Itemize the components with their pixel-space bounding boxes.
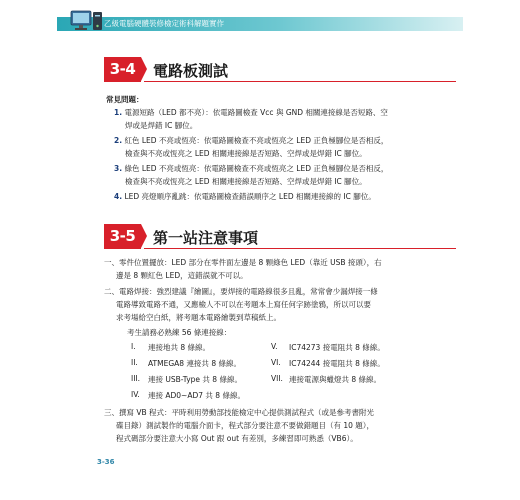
wire-item-text: 連接電源與蠟燈共 8 條線。 xyxy=(289,375,382,384)
wire-item-text: 連接 AD0~AD7 共 8 條線。 xyxy=(148,391,245,400)
list-item-cont: 檢查與不亮或恆亮之 LED 相關連接線是否短路、空焊或是焊錯 IC 腳位。 xyxy=(125,177,367,186)
list-item-cont: 檢查與不亮或恆亮之 LED 相關連接線是否短路、空焊或是焊錯 IC 腳位。 xyxy=(125,149,367,158)
list-item: 1. 電源短路（LED 都不亮）：依電路圖檢查 Vcc 與 GND 相關連接線是否短路、空 xyxy=(114,108,388,117)
section-rule xyxy=(144,81,456,82)
section-title: 電路板測試 xyxy=(153,62,229,80)
note-item: 一、零件位置擺放：LED 部分在零件面左邊是 8 顆綠色 LED（靠近 USB 接頭），右 xyxy=(104,258,382,267)
note-item-cont: 邊是 8 顆紅色 LED，這錯誤就不可以。 xyxy=(116,271,248,280)
wire-item-text: IC74273 接電阻共 8 條線。 xyxy=(289,343,385,352)
wire-item: IV. xyxy=(131,390,140,399)
computer-icon xyxy=(70,9,104,33)
wire-item-text: 連接 USB-Type 共 8 條線。 xyxy=(148,375,242,384)
note-item: 三、撰寫 VB 程式：平時利用勞動部技能檢定中心提供測試程式（或是參考書附光 xyxy=(104,408,375,417)
note-item-cont: 求考場給空白紙，將考題本電路繪製到草稿紙上。 xyxy=(116,313,281,322)
section-rule xyxy=(144,248,456,249)
note-item: 二、電路焊接：強烈建議『繪圖』，要焊接的電路線很多且亂，常常會少漏焊接一條 xyxy=(104,287,378,296)
list-item: 2. 紅色 LED 不亮或恆亮：依電路圖檢查不亮或恆亮之 LED 正負極腳位是否相反， xyxy=(114,136,389,145)
wire-item-text: 連接地共 8 條線。 xyxy=(148,343,211,352)
wire-item: I. xyxy=(131,342,136,351)
wire-item: VI. xyxy=(271,358,281,367)
list-item-cont: 焊或是焊錯 IC 腳位。 xyxy=(125,121,198,130)
section-title: 第一站注意事項 xyxy=(153,229,259,247)
wire-item-text: ATMEGA8 連接共 8 條線。 xyxy=(148,359,241,368)
wire-item: VII. xyxy=(271,374,283,383)
note-item-cont: 碟目錄）測試製作的電腦介面卡，程式部分要注意不要做錯題目（有 10 題）， xyxy=(116,421,375,430)
wire-item: III. xyxy=(131,374,141,383)
section-badge: 3-5 xyxy=(104,224,141,249)
subheading: 常見問題： xyxy=(106,95,144,104)
section-badge: 3-4 xyxy=(104,57,141,82)
note-item-cont: 程式碼部分要注意大小寫 Out 跟 out 有差別，多練習即可熟悉（VB6）。 xyxy=(116,434,358,443)
list-item: 4. LED 亮燈順序亂跳：依電路圖檢查錯誤順序之 LED 相關連接線的 IC 腳位。 xyxy=(114,192,376,201)
wire-item: V. xyxy=(271,342,278,351)
note-item-cont: 電路導致電路不通，又應檢人不可以在考題本上寫任何字跡塗鴉，所以可以要 xyxy=(116,300,371,309)
wire-item-text: IC74244 接電阻共 8 條線。 xyxy=(289,359,385,368)
wire-item: II. xyxy=(131,358,138,367)
page-number: 3-36 xyxy=(97,458,115,466)
list-item: 3. 綠色 LED 不亮或恆亮：依電路圖檢查不亮或恆亮之 LED 正負極腳位是否相反， xyxy=(114,164,389,173)
book-title: 乙級電腦硬體裝修檢定術科解題實作 xyxy=(104,19,224,28)
wire-note: 考生請務必熟練 56 條連接線： xyxy=(127,328,232,337)
